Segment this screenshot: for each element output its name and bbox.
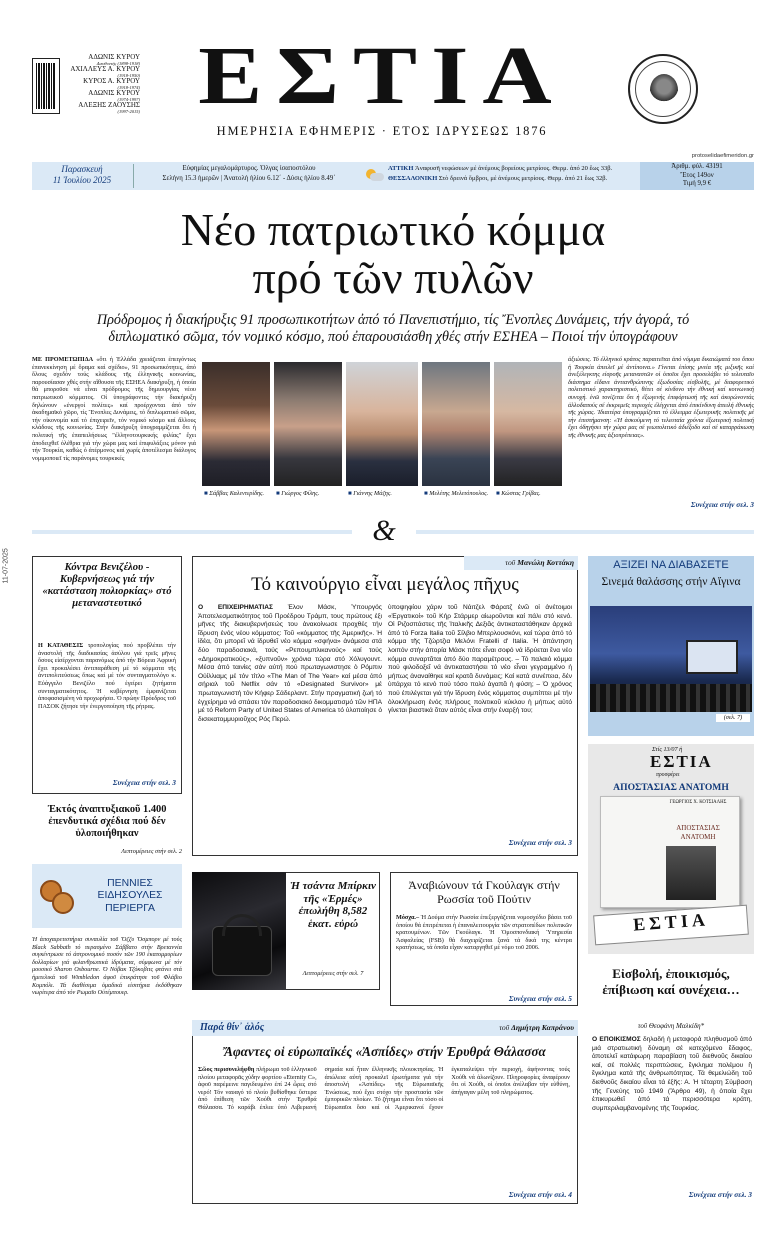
book-author: ΓΕΩΡΓΙΟΣ Χ. ΚΟΤΣΙΑΛΗΣ <box>669 800 727 805</box>
book-cover-image <box>666 846 716 900</box>
anaptyxiako-title: Ἐκτός ἀναπτυξιακοῦ 1.400 ἐπενδυτικά σχέδια πού δέν ὑλοποιήθηκαν <box>47 804 167 839</box>
gulag-title: Ἀναβιώνουν τά Γκούλαγκ στήν Ρωσσία τοῦ Πούτιν <box>408 878 560 906</box>
gulag-continued: Συνέχεια στήν σελ. 5 <box>508 994 572 1003</box>
eisvoli-continued: Συνέχεια στήν σελ. 3 <box>688 1190 752 1199</box>
eisvoli-title: Εἰσβολή, ἐποικισμός, ἐπίβιωση καί συνέχεια… <box>602 966 740 997</box>
venizelos-body: Η ΚΑΤΑΘΕΣΙΣ τροπολογίας πού προβλέπει τήν ἀναστολή τῆς διαδικασίας ἀσύλου γιά τρεῖς μῆνες ὅσους εἰσέρχονται παρανόμως ἀπό τήν Βόρεια Ἀφρική ἔχει προκαλέσει ἀντιπαράθεση μέ τό κόμματα τῆς ἀντιπολιτεύσεως ὅπως καί μέ τόν συνταγματολόγο κ. Εὐάγγελο Βενιζέλο πού ἐγείρει ζητήματα συνταγματικότητος. Ἡ κυβέρνηση ἐμφανίζεται ἀποφασισμένη νά προχωρήσει. Ὁ πρώην Πρόεδρος τοῦ ΠΑΣΟΚ ζήτησε τήν ἐνεργοποίηση τῆς ρήτρας. <box>38 642 176 710</box>
book-top-text: Στίς 13/07 ἡ <box>652 746 683 753</box>
gulag-body: Μόσχα.– Ἡ Δούμα στήν Ρωσσία ἐπεξεργάζεται νομοσχέδιο βάσει τοῦ ὁποίου θά ἐπιτρέπεται ἡ ἐπαναλειτουργία τῶν στρατοπέδων πολιτικῶν κρατουμένων. Τῶν Γκούλαγκ. Ἡ Ὁμοσπονδιακή Ὑπηρεσία Ἀσφαλείας (FSB) θά διαχειρίζεται ξανά τά δικά της κέντρα κρατήσεως, τά ὁποῖα εἶχαν καταργηθεῖ μέ νόμο τοῦ 2006. <box>396 914 572 952</box>
bottom-column-label: Παρά θίν᾽ ἁλός <box>200 1022 265 1033</box>
venizelos-title: Κόντρα Βενιζέλου - Κυβερνήσεως γιά τήν «κατάσταση πολιορκίας» στό μεταναστευτικό <box>42 562 172 609</box>
main-title: Τό καινούργιο εἶναι μεγάλος πῆχυς <box>251 574 519 595</box>
main-col2: ὑποψηφίου χάριν τοῦ Νάιτζελ Φάρατζ ἐνῶ οἱ ἀνέτοιμοι «Ἐργατικοί» τοῦ Κήρ Στάρμερ αἰωροῦνται καί πάλι στό κενό. Οἱ Ριζοσπάστες τῆς Ἰταλικῆς Δεξιᾶς ἀντικαταστάθηκαν ἀρχικά ἀπό τό Forza Italia τοῦ Σίλβιο Μπερλουσκόνι, καί τώρα ἀπό τό κόμμα τῆς Τζώρτζια Μελόνι Fratelli d' Italia. Ἡ ἀπάντηση λοιπόν στήν ἀπορία Μάσκ πότε εἶναι σοφό νά ἱδρύεται ἕνα νέο κόμμα συναρτᾶται ἀπό δύο παραμέτρους. – Τό παλαιό κόμμα πού φιλοδοξεῖ νά ἀντικαταστήσει τό νέο εἶναι γεγραμμένο ἡ μήπως ἀναναίθηκε καί κρατᾶ δυνάμεις; Καί κατά συνέπεια, δέν ὑπάρχει τό κενό πού τόσο πολύ ἀγαπᾶ ἡ φύση; – Ὁ χρόνος πού ἐπιλέγεται γιά τήν ἵδρυση ἑνός κόμματος συμπίπτει μέ τήν ὁλοκλήρωση ἑνός πλήρους πολιτικοῦ κύκλου ἡ μήπως αὐτό γίνεται βιαστικά ὅταν αὐτός εἶναι στήν ἐναρξή του; <box>388 604 572 715</box>
lead-body-left: ΜΕ ΠΡΟΜΕΤΩΠΙΔΑ «ὅτι ἡ Ἑλλάδα χρειάζεται ἐπειγόντως ἐπανεκκίνηση μέ ὅραμα καί σχέδιο», 91 προσωπικότητες, ἀπό ὅλους σχεδόν τούς κλάδους τῆς ἑλληνικῆς κοινωνίας, παρουσίασαν χθές στήν αἴθουσα τῆς ΕΣΗΕΑ διακήρυξη, ἡ ὁποία θά μποροῦσε νά εἶναι πρόδρομος τῆς δημιουργίας νέου πατριωτικοῦ κόμματος. Οἱ ὑπογράφοντες τήν διακήρυξη δηλώνουν «ἐνεργοί πολίτες» καί προέρχονται ἀπό τόν ἀκαδημαϊκό χῶρο, τίς Ἔνοπλες Δυνάμεις, τό διπλωματικό σῶμα, τήν οἰκονομία καί τό ἐπιχειρεῖν, τόν νομικό κόσμο καί ἄλλους κλάδους τῆς κοινωνίας. Στήν διακήρυξη ὑπογραμμίζεται ὅτι ἡ πολιτική τῆς ἐπαπειλήσεως "ἐλληνοτουρκικής φιλίας" ἔχει ἀποδειχθεῖ ὀλέθρια γιά τήν χώρα μας καί ἐπιφυλάξεις μόνον γιά τήν Τουρκία, καθώς ὁ ἀτέρμονος καί χωρίς ἀποτέλεσμα διάλογος νομιμοποιεῖ τίς παράνομες τουρκικές <box>32 356 196 462</box>
founders-list: ΑΔΩΝΙΣ ΚΥΡΟΥ Διευθυντής (1898-1918) ΑΧΙΛΛΕΥΣ Α. ΚΥΡΟΥ (1918-1950) ΚΥΡΟΣ Α. ΚΥΡΟΥ (1918-1974) ΑΔΩΝΙΣ ΚΥΡΟΥ (1974-1997) ΑΛΕΞΗΣ ΖΑΟΥΣΗΣ (1997-2015) <box>70 53 140 114</box>
photo-caption: ■ Σάββας Καλεντερίδης. <box>204 490 265 497</box>
photo-meletopoulos <box>422 362 490 486</box>
eisvoli-byline: τοῦ Θεοφάνη Μαλκίδη* <box>637 1022 705 1030</box>
eisvoli-body: Ο ΕΠΟΙΚΙΣΜΟΣ δηλαδή ἡ μεταφορά πληθυσμοῦ ἀπό μιά στρατιωτική δύναμη σέ κατεχόμενο ἔδαφος, ἀποτελεῖ κατάφωρη παραβίαση τοῦ διεθνοῦς δικαίου καί, σέ πολλές περιπτώσεις, ἔγκλημα πολέμου ἢ ἔγκλημα κατά τῆς ἀνθρωπότητας. Τά θεμελιώδη τοῦ διεθνοῦς δικαίου εἶναι τά ἑξῆς: Α. Ἡ τέταρτη Σύμβαση τῆς Γενεύης τοῦ 1949 (Ἄρθρο 49), ἡ ὁποία ἔχει ἐπικυρωθεῖ ἀπό τά περισσότερα κράτη, συμπεριλαμβανομένης τῆς Τουρκίας. <box>592 1036 752 1112</box>
tsanta-title: Ἡ τσάντα Μπίρκιν τῆς «Ἑρμές» ἐπωλήθη 8,582 ἑκατ. εὐρώ <box>290 880 376 930</box>
side-date: 11-07-2025 <box>2 548 10 584</box>
website: protoselidaefimeridon.gr <box>691 153 754 159</box>
axizei-title: Σινεμά θαλάσσης στήν Αἴγινα <box>601 576 741 588</box>
pennies-body: Ἡ ἀποχαιρετιστήρια συναυλία τοῦ Ὄζζυ Ὄσμπορν μέ τούς Black Sabbath τό περασμένο Σάββατο στήν Βρεταννία συγκέντρωσε τό ἀστρονομικό ποσόν τῶν 190 ἑκατομμυρίων δολλαρίων γιά φιλανθρωπικά ἱδρύματα, σύμφωνα μέ τόν μουσικό Sharon Osbourne. Ὁ Νόβακ Τζόκοβιτς φτάνει στά ἡμιτελικά τοῦ Wimbledon ἀφοῦ ἐπικράτησε τοῦ Φλάβιο Κομπόλι. Τά διαθέσιμα ὀμαδικά εἰσιτήρια ἐκδόθηκαν νωρίτερα ἀπό τόν Ρωμαῖο Οὐτέμπουερ. <box>32 936 182 997</box>
ampersand-ornament: & <box>352 514 416 548</box>
photo-birkin-bag <box>192 872 286 990</box>
newspaper-mockup-title: ΕΣΤΙΑ <box>632 909 710 935</box>
book-offer: προσφέρει <box>656 772 680 778</box>
bottom-title: Ἄφαντες οἱ εὐρωπαϊκές «Ἀσπίδες» στήν Ἐρυθρά Θάλασσα <box>224 1044 546 1059</box>
issue-date: Παρασκευή 11 Ἰουλίου 2025 <box>52 164 112 185</box>
main-continued: Συνέχεια στήν σελ. 3 <box>508 838 572 847</box>
photo-kalenteridis <box>202 362 270 486</box>
weather-icon <box>366 169 384 183</box>
book-cover-title: ΑΠΟΣΤΑΣΙΑΣ ΑΝΑΤΟΜΗ <box>676 824 720 841</box>
photo-caption: ■ Γιώργος Φίλης. <box>276 490 320 497</box>
photo-sea-cinema <box>590 606 752 712</box>
anaptyxiako-continued: Λεπτομέρειες στήν σελ. 2 <box>121 848 182 855</box>
masthead-title: ΕΣΤΙΑ <box>198 29 566 122</box>
axizei-page: (σελ. 7) <box>716 714 750 722</box>
issue-details: Ἀριθμ. φύλ. 43191 Ἔτος 149ον Τιμή 9,9 € <box>671 163 723 188</box>
book-brand: ΕΣΤΙΑ <box>650 752 713 771</box>
penny-coins-icon <box>38 874 78 920</box>
barcode <box>32 58 60 114</box>
photo-mazis <box>346 362 418 486</box>
lead-body-right: ἀξιώσεις. Τό ἐλληνικό κράτος παραιτεῖται ἀπό νόμιμα δικαιώματά του ὅπου ἡ Τουρκία ἀπειλεῖ μέ ἀντίποινα.» Γίνεται ἐπίσης μνεία τῆς μιξικῆς καί ἀνεξέλεγκτης εἰσροῆς μεταναστῶν οἱ ὁποῖοι ἔχει προσελάβει τό τελευταῖο διάστημα εἴδανε ἀντιανθρώπινης ἐξωδοσίας εἰσβολῆς, μέ διαφορετικό πολιτιστικό χαρακτηριστικό, θέτει σέ κίνδυνο τήν ἐθνική καί κοινωνική συνοχή. ἐνῶ τονίζεται ὅτι ἡ ἐξωγενής ἐπιφόρτωσή τῆς καί ἀκυρώνοντάς ἀλλοδαπούς σέ ἐκκρεμεῖς περιοχές ἐλέγχεται ἀπό ἐπικίνδυνη ἀπειλή ἐθνικής τῆς χώρας. Ἰδιαιτέρα ὑπογραμμίζεται τό ἐλλειμμα ἐξωτερικῆς πολιτικῆς μέ τήν ἐπιστήμανση: «Ἡ ἀσκούμενη τό τελευταία χρόνια ἐξωτερική πολιτική ἔχει ὁδηγήσει τήν χώρα μας σέ γεωπολιτικό ἀδιέξοδο καί σέ καταρράκωση τῆς ἐθνικῆς μας ἀξιοπρέπειας». <box>568 356 754 439</box>
photo-grivas <box>494 362 562 486</box>
photo-filis <box>274 362 342 486</box>
main-col1: Ο ΕΠΙΧΕΙΡΗΜΑΤΙΑΣ Ἐλον Μάσκ, Ὑπουργός Ἀποτελεσματικότητος τοῦ Προέδρου Τράμπ, τους πρώτους ἑξι μῆνες τῆς διακυβερνήσεώς του ἀνακοίνωσε προχθές τήν ἵδρυση ἑνός νέου κόμματος: Τοῦ «κόμματος τῆς Ἀμερικῆς». Ἡ ἰδέα, ὅτι μπορεῖ νά ἱδρυθεῖ νέο κόμμα «σφήνα» ἀνάμεσα στά δύο παραδοσιακά, τούς «Ρεπουμπλικανούς» καί τούς «Δημοκρατικούς», «ξυπνοῦν» χρόνια τώρα στό Χόλυγουντ. Μέσα ἀπό ταινίες σάν αὐτή πού πρωταγωνιστησε ὁ Ρόμπιν Οὐίλλιαμς μέ τόν τίτλο «The Man of The Year» καί μέσα ἀπό σήριαλ τοῦ Netflix σάν τό «Designated Survivor» μέ πρωταγωνιστή τόν Κήφερ Σάδερλαντ. Στήν πραγματική ζωή τό ἐγχείρημα νά σπάσει τόν παραδοσιακό δικομματισμό τῶν ΗΠΑ μέ τό Reform Party of United States of America τό ὑλοποίησε ὁ δισεκατομμυριοῦχος Ρός Περώ. <box>198 604 382 723</box>
main-byline: τοῦ Μανώλη Κοττάκη <box>464 556 578 570</box>
seal-emblem <box>628 54 698 124</box>
lead-deck: Πρόδρομος ἡ διακήρυξις 91 προσωπικοτήτων ἀπό τό Πανεπιστήμιο, τίς Ἔνοπλες Δυνάμεις, τήν ἀγορά, τό διπλωματικό σῶμα, τόν νομικό κόσμο, πού ἐπαρουσιάσθη χθές στήν ΕΣΗΕΑ – Ποιοί τήν ὑπογράφουν <box>96 312 690 345</box>
calendar-info: Εὐφημίας μεγαλομάρτυρος. Ὀλγας ἰσαποστόλου Σελήνη 15.3 ἡμερῶν | Ἀνατολή ἡλίου 6.12΄ - Δύσις ἡλίου 8.49΄ <box>162 165 336 182</box>
bottom-continued: Συνέχεια στήν σελ. 4 <box>508 1190 572 1199</box>
photo-caption: ■ Γιάννης Μάζης. <box>348 490 392 497</box>
book-promo-title: ΑΠΟΣΤΑΣΙΑΣ ΑΝΑΤΟΜΗ <box>613 782 729 793</box>
bottom-byline: τοῦ Δημήτρη Καπράνου <box>499 1023 574 1032</box>
photo-caption: ■ Μελέτης Μελετόπουλος. <box>424 490 489 497</box>
tsanta-continued: Λεπτομέρειες στήν σελ. 7 <box>302 970 364 977</box>
axizei-banner: ΑΞΙΖΕΙ ΝΑ ΔΙΑΒΑΣΕΤΕ <box>613 559 729 571</box>
masthead-subtitle: ΗΜΕΡΗΣΙΑ ΕΦΗΜΕΡΙΣ · ΕΤΟΣ ΙΔΡΥΣΕΩΣ 1876 <box>216 124 548 138</box>
bottom-body: Σῶος περισυνελήφθη πλήρωμα τοῦ ἑλληνικοῦ πλοίου μεταφορᾶς χύδην φορτίου «Eternity C», ἀφοῦ παρέμεινε παγιδευμένο ἐπί 24 ὧρες στό νερό! Τόν ναυαγό τό πλοίο βυθίσθηκε ὕστερα ἀπό ἐπίθεση τῶν Χούθι στήν Ἐρυθρά Θάλασσα. Τό καράβι ἐπλεε ὑπό Λιβεριανή σημαία καί ἦταν ἑλληνικῆς πλοιοκτησίας. Ἡ ἀπώλεια αὐτή προκαλεῖ ἐρωτήματα γιά τήν ἀποστολή «Ἀσπίδες» τῆς Εὐρωπαϊκῆς Ἑνώσεως, πού ἔχει στόχο τήν προστασία τῶν ἐμπορικῶν πλοίων. Τό ζήτημα εἶναι ὅτι τόσο οἱ Εὐρωπαῖοι ὅσο καί οἱ Ἀμερικανοί ἔχουν ἐγκαταλείψει τήν περιοχή, ἀφήνοντας τούς Χούθι νά ἀλωνίζουν. Πληροφορίες ἀναφέρουν ὅτι οἱ Χούθι, οἱ ὁποῖοι ἀνέλαβαν τήν εὐθύνη, ἀπήγαγαν μέλη τοῦ πληρώματος. <box>198 1066 570 1111</box>
weather-info: ΑΤΤΙΚΗ Ἀναφυσῆ νεφώσεων μέ ἀνέμους βορείους μετρίους. Θερμ. ἀπό 20 ἕως 33β. ΘΕΣΣΑΛΟΝΙΚΗ Στὸ δρεινά ὄμβροι, μέ ἀνέμους μετρίους. Θερμ. ἀπό 21 ἕως 32β. <box>388 165 613 182</box>
photo-caption: ■ Κώστας Γρίβας. <box>496 490 541 497</box>
lead-continued: Συνέχεια στήν σελ. 3 <box>690 500 754 509</box>
lead-headline: Νέο πατριωτικό κόμμα πρό τῶν πυλῶν <box>180 204 606 303</box>
pennies-banner-text: ΠΕΝΝΙΕΣ ΕΙΔΗΣΟΥΛΕΣ ΠΕΡΙΕΡΓΑ <box>97 878 163 914</box>
venizelos-continued: Συνέχεια στήν σελ. 3 <box>112 778 176 787</box>
